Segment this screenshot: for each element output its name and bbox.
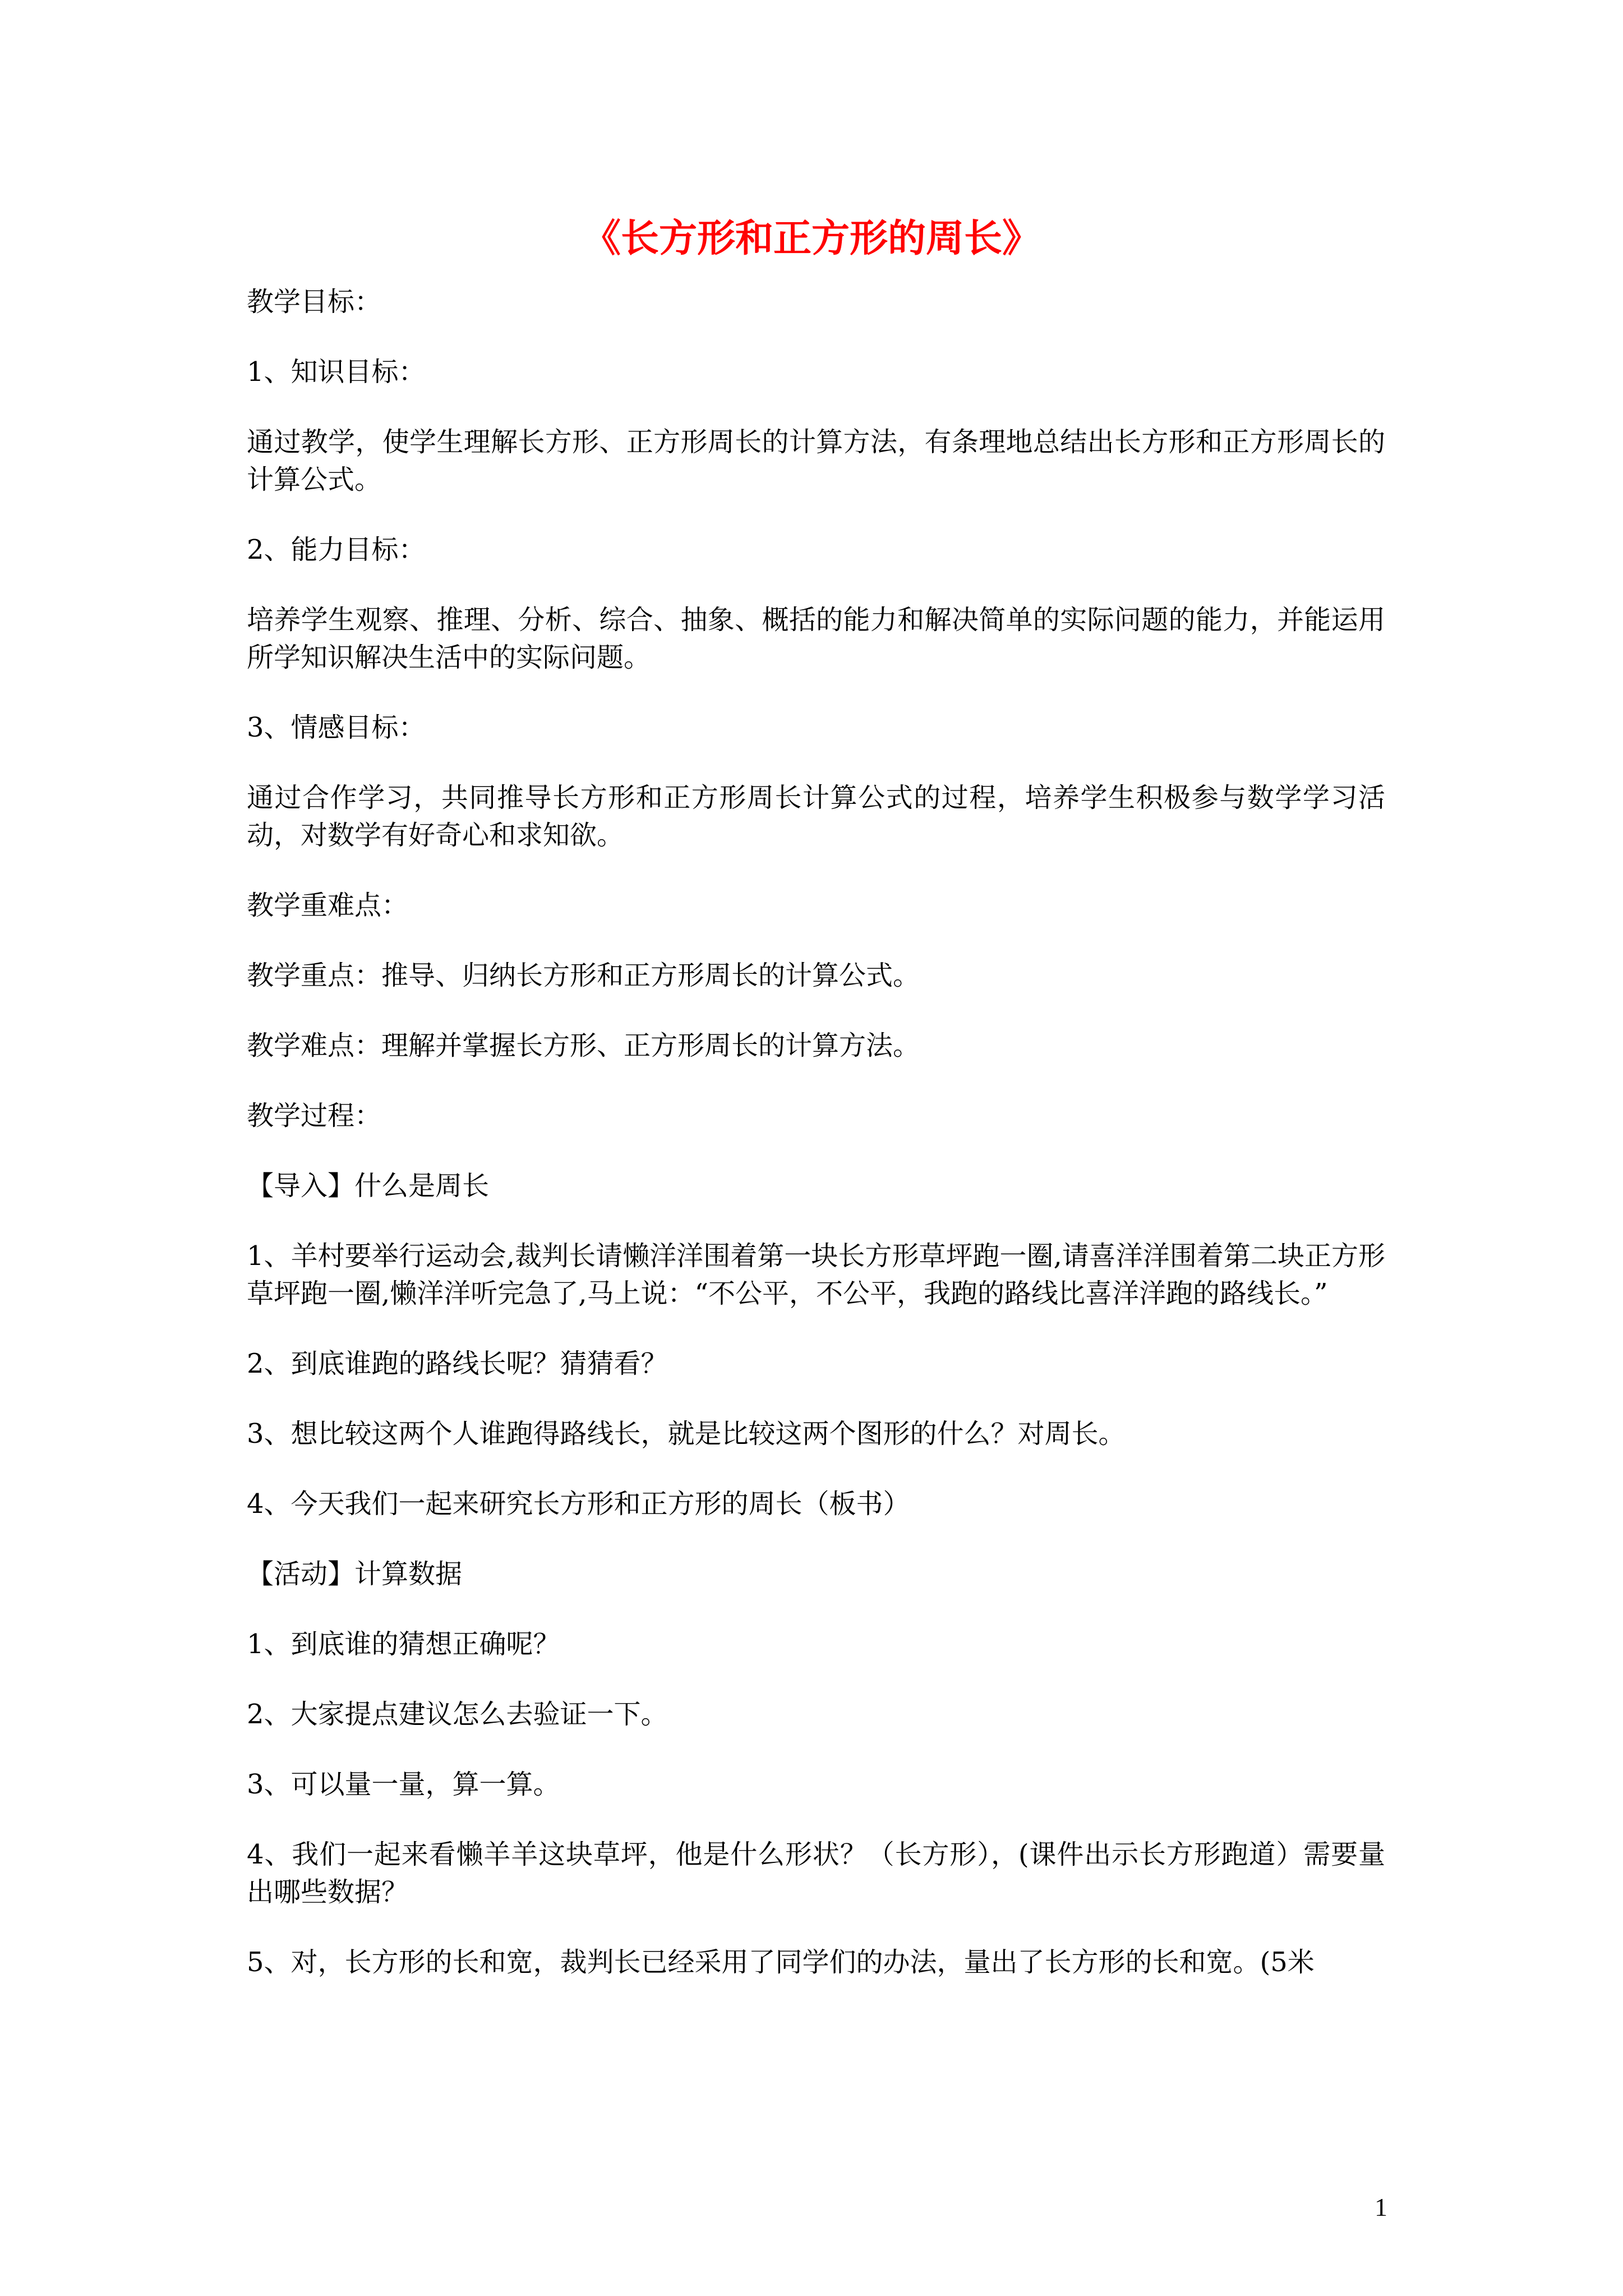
paragraph-section-activity: 【活动】计算数据 — [247, 1558, 463, 1590]
document-body — [247, 283, 1385, 2014]
paragraph: 1、羊村要举行运动会,裁判长请懒洋洋围着第一块长方形草坪跑一圈,请喜洋洋围着第二块正方形草坪跑一圈,懒洋洋听完急了,马上说：“不公平，不公平，我跑的路线比喜洋洋跑的路线长。” — [247, 1240, 1385, 1309]
paragraph: 4、我们一起来看懒羊羊这块草坪，他是什么形状？（长方形），(课件出示长方形跑道）需要量出哪些数据？ — [247, 1839, 1385, 1908]
page-number: 1 — [1375, 2193, 1387, 2221]
paragraph-heading-process: 教学过程： — [247, 1100, 382, 1131]
paragraph: 通过教学，使学生理解长方形、正方形周长的计算方法，有条理地总结出长方形和正方形周长的计算公式。 — [247, 426, 1385, 495]
paragraph-ability-goal: 2、能力目标： — [247, 534, 426, 565]
paragraph: 培养学生观察、推理、分析、综合、抽象、概括的能力和解决简单的实际问题的能力，并能运用所学知识解决生活中的实际问题。 — [247, 604, 1385, 673]
paragraph: 4、今天我们一起来研究长方形和正方形的周长（板书） — [247, 1488, 910, 1520]
paragraph-heading-objectives: 教学目标： — [247, 286, 382, 318]
paragraph: 2、大家提点建议怎么去验证一下。 — [247, 1699, 668, 1730]
paragraph: 5、对，长方形的长和宽，裁判长已经采用了同学们的办法，量出了长方形的长和宽。(5米 — [247, 1947, 1315, 1978]
document-title: 《长方形和正方形的周长》 — [582, 216, 1040, 261]
paragraph: 3、想比较这两个人谁跑得路线长，就是比较这两个图形的什么？对周长。 — [247, 1418, 1126, 1450]
paragraph: 3、可以量一量，算一算。 — [247, 1769, 560, 1800]
paragraph-knowledge-goal: 1、知识目标： — [247, 356, 426, 388]
paragraph-heading-key-points: 教学重难点： — [247, 890, 409, 921]
paragraph: 教学难点：理解并掌握长方形、正方形周长的计算方法。 — [247, 1030, 920, 1061]
paragraph: 教学重点：推导、归纳长方形和正方形周长的计算公式。 — [247, 960, 920, 991]
paragraph: 通过合作学习，共同推导长方形和正方形周长计算公式的过程，培养学生积极参与数学学习活动，对数学有好奇心和求知欲。 — [247, 782, 1385, 851]
paragraph: 2、到底谁跑的路线长呢？猜猜看？ — [247, 1348, 668, 1379]
paragraph: 1、到底谁的猜想正确呢？ — [247, 1628, 560, 1660]
paragraph-section-intro: 【导入】什么是周长 — [247, 1170, 490, 1202]
paragraph-emotion-goal: 3、情感目标： — [247, 712, 426, 743]
